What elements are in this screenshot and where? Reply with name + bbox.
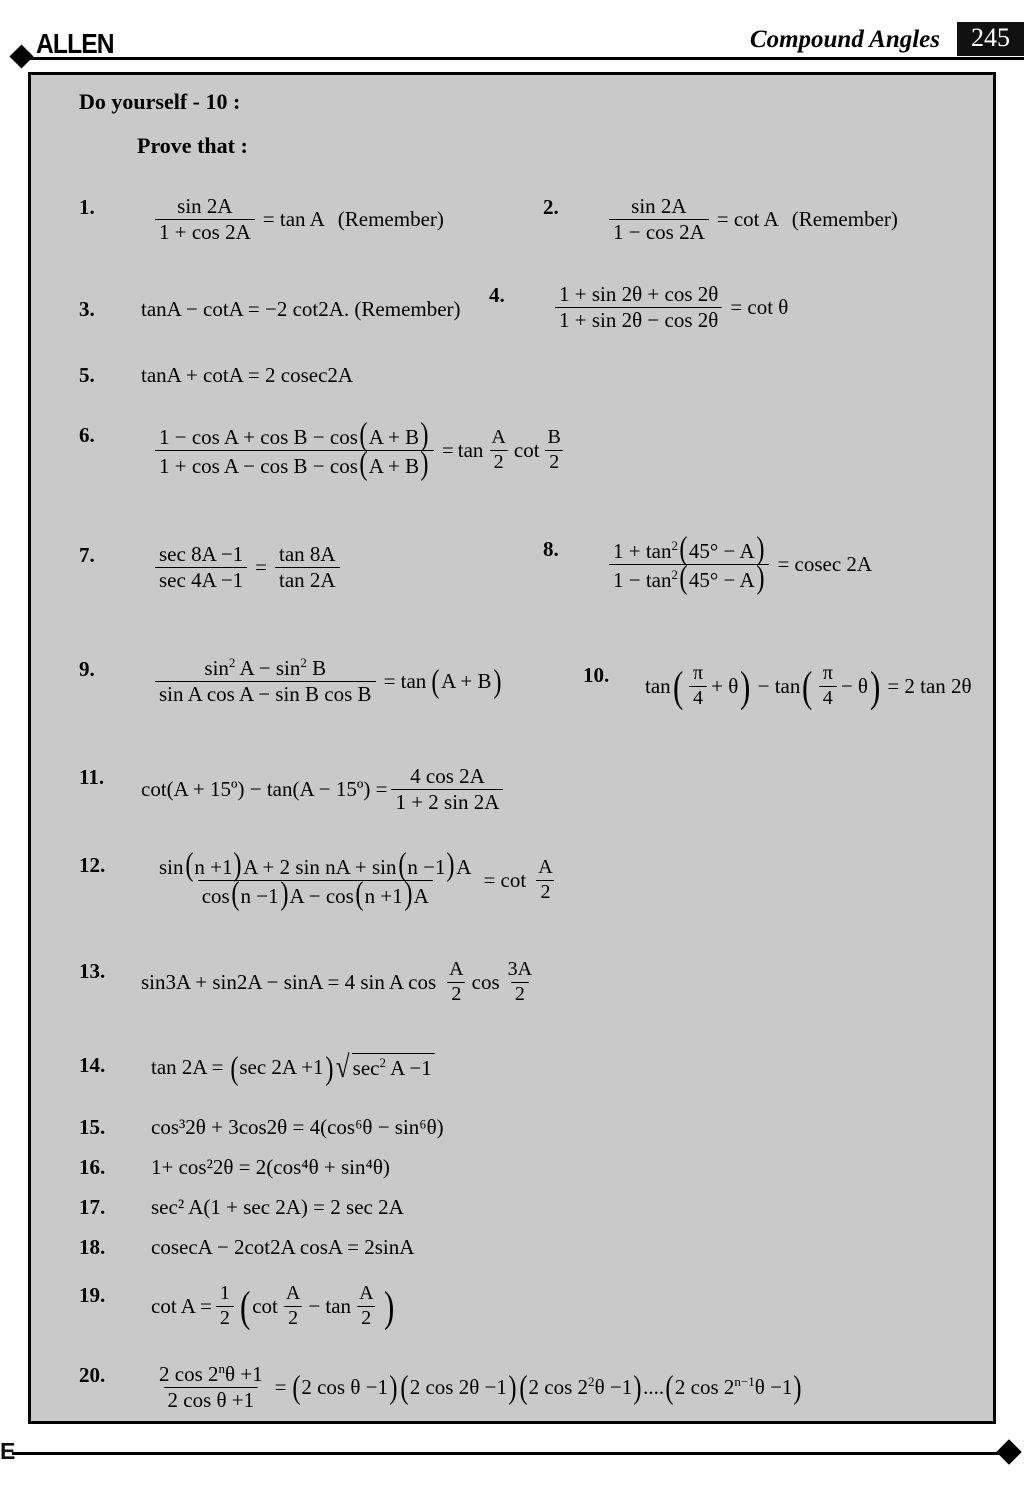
numerator: A xyxy=(285,1282,301,1304)
denominator: 4 xyxy=(819,686,837,710)
paren-close-icon: ) xyxy=(508,1369,517,1406)
numerator: A xyxy=(449,958,464,980)
page-header xyxy=(0,0,1024,72)
equals-2tan2theta: = 2 tan 2θ xyxy=(887,673,972,698)
numerator xyxy=(200,657,330,681)
radicand xyxy=(352,1053,435,1083)
problem-expression xyxy=(141,765,507,813)
mid-token: A + 2 sin nA + sin xyxy=(243,855,397,879)
problem-expression xyxy=(151,1049,435,1087)
denominator-text: 1 − tan xyxy=(613,567,672,592)
numerator xyxy=(155,847,475,883)
denominator: 1 + cos 2A xyxy=(155,219,255,244)
denominator: 4 xyxy=(689,686,707,710)
numerator xyxy=(609,531,769,567)
arg-45-minus-a: 45° − A xyxy=(688,539,755,563)
arg-45-minus-a: 45° − A xyxy=(688,567,755,592)
problem-expression xyxy=(151,1282,396,1332)
problem-number: 3. xyxy=(79,297,95,321)
end-token: B xyxy=(306,656,327,680)
square-root-expression xyxy=(334,1049,434,1084)
problem-number: 12. xyxy=(79,853,106,877)
lhs-text: tan 2A = xyxy=(151,1055,224,1080)
minus-tan: − tan xyxy=(757,673,801,698)
header-rule xyxy=(30,57,1024,60)
paren-open-icon: ( xyxy=(239,1284,251,1332)
radical-icon: √ xyxy=(336,1049,350,1084)
paren-close-icon: ) xyxy=(233,847,242,883)
problem-expression xyxy=(551,283,792,331)
paren-open-icon: ( xyxy=(184,847,194,883)
do-yourself-panel xyxy=(28,72,996,1424)
paren-close-icon: ) xyxy=(793,1369,802,1406)
numerator: A xyxy=(491,426,506,449)
denominator: tan 2A xyxy=(275,567,340,592)
numerator: 4 cos 2A xyxy=(410,764,485,788)
rhs-tan: tan xyxy=(457,437,484,462)
paren-close-icon: ) xyxy=(279,875,289,912)
cos-token: cos xyxy=(201,883,230,908)
numerator: A xyxy=(359,1282,374,1304)
problem-number: 14. xyxy=(79,1053,106,1077)
numerator: 1 xyxy=(219,1282,230,1304)
numerator-text: 1 − cos A + cos B − cos xyxy=(159,425,358,449)
footer-rule xyxy=(12,1452,1008,1455)
paren-close-icon: ) xyxy=(389,1369,398,1406)
diamond-bullet-icon xyxy=(9,44,33,68)
denominator: 2 xyxy=(357,1306,375,1330)
problem-number: 19. xyxy=(79,1283,106,1307)
problem-number: 10. xyxy=(583,663,610,687)
denominator: 2 xyxy=(216,1306,234,1330)
problem-expression xyxy=(645,662,972,712)
problem-number: 11. xyxy=(79,765,105,789)
exponent-2: 2 xyxy=(671,566,679,582)
problem-expression xyxy=(141,959,540,1005)
numerator: sin 2A xyxy=(631,194,687,218)
footer-left-glyph: E xyxy=(0,1438,16,1464)
denominator: sec 4A −1 xyxy=(155,567,247,592)
cos-token: cos xyxy=(471,969,500,994)
denominator xyxy=(198,875,433,912)
exponent-2: 2 xyxy=(588,1373,595,1389)
problem-expression xyxy=(605,195,898,243)
equals-cot-theta: = cot θ xyxy=(730,294,789,319)
factor-n xyxy=(675,1375,793,1400)
denominator: 2 xyxy=(545,450,563,474)
paren-open-icon: ( xyxy=(397,847,407,883)
paren-close-icon: ) xyxy=(420,417,429,453)
paren-close-icon: ) xyxy=(446,847,455,883)
problem-number: 7. xyxy=(79,543,95,567)
allen-logo: ALLEN xyxy=(36,28,114,59)
problem-expression: sec² A(1 + sec 2A) = 2 sec 2A xyxy=(151,1195,404,1219)
numerator: B xyxy=(547,426,561,449)
end-token: A −1 xyxy=(386,1056,432,1080)
mid-token: A − cos xyxy=(289,883,354,908)
cot-token: cot xyxy=(252,1293,278,1318)
paren-close-icon: ) xyxy=(492,663,502,700)
problem-number: 13. xyxy=(79,959,106,983)
problem-expression xyxy=(605,531,876,596)
numerator xyxy=(155,1363,267,1387)
factor-3-tail: θ −1 xyxy=(594,1374,633,1399)
denominator: 2 cos θ +1 xyxy=(164,1387,259,1412)
equals-cosec-2a: = cosec 2A xyxy=(777,551,873,576)
arg-a-plus-b: A + B xyxy=(368,453,420,478)
page-number-badge: 245 xyxy=(957,22,1024,56)
lhs-text: cot A = xyxy=(151,1293,212,1318)
denominator xyxy=(155,445,434,482)
paren-open-icon: ( xyxy=(431,663,440,700)
exponent-2: 2 xyxy=(300,655,307,670)
end-token: A xyxy=(456,855,472,879)
sec-token: sec xyxy=(352,1056,380,1080)
denominator: 2 xyxy=(447,982,465,1006)
exponent-2: 2 xyxy=(228,655,236,670)
paren-close-icon: ) xyxy=(633,1369,642,1406)
problem-expression xyxy=(151,1363,803,1411)
arg-n-plus-1: n +1 xyxy=(364,883,403,908)
paren-close-icon: ) xyxy=(740,664,751,712)
equals-tan: = tan xyxy=(383,668,427,693)
paren-open-icon: ( xyxy=(802,664,813,712)
denominator: 2 xyxy=(536,880,554,904)
factor-3 xyxy=(529,1375,633,1400)
problem-expression: tanA − cotA = −2 cot2A. (Remember) xyxy=(141,297,461,321)
problem-number: 2. xyxy=(543,195,559,219)
problem-number: 5. xyxy=(79,363,95,387)
arg-a-plus-b: A + B xyxy=(368,425,420,449)
denominator: 2 xyxy=(490,450,508,474)
problem-expression xyxy=(151,543,344,591)
numerator: π xyxy=(693,662,704,684)
numerator: 3A xyxy=(507,958,533,980)
mid-token: A − sin xyxy=(235,656,301,680)
numerator: sin 2A xyxy=(177,194,233,218)
end-token: A xyxy=(413,883,429,908)
paren-close-icon: ) xyxy=(383,1284,394,1332)
paren-open-icon: ( xyxy=(679,559,688,596)
problem-expression xyxy=(151,657,502,705)
numerator-text: 2 cos 2 xyxy=(159,1362,219,1386)
paren-content: sec 2A +1 xyxy=(239,1055,324,1080)
problem-number: 4. xyxy=(489,283,505,307)
paren-close-icon: ) xyxy=(324,1050,334,1087)
factor-2: 2 cos 2θ −1 xyxy=(409,1374,507,1399)
sin-token: sin xyxy=(159,855,184,879)
equals-cot-a: = cot A xyxy=(716,206,779,231)
arg-n-plus-1: n +1 xyxy=(194,855,233,879)
denominator: 1 − cos 2A xyxy=(609,219,709,244)
paren-open-icon: ( xyxy=(359,445,368,482)
numerator: A xyxy=(538,856,553,879)
numerator: 1 + sin 2θ + cos 2θ xyxy=(559,282,719,306)
numerator-text: 1 + tan xyxy=(613,539,672,563)
problem-expression xyxy=(151,195,444,243)
paren-close-icon: ) xyxy=(404,875,413,912)
problem-number: 9. xyxy=(79,657,95,681)
paren-close-icon: ) xyxy=(869,664,881,712)
paren-open-icon: ( xyxy=(355,875,364,912)
problem-number: 20. xyxy=(79,1363,106,1387)
paren-open-icon: ( xyxy=(679,531,688,567)
tan-token: tan xyxy=(645,673,671,698)
problem-expression: cos³2θ + 3cos2θ = 4(cos⁶θ − sin⁶θ) xyxy=(151,1115,444,1139)
problem-number: 18. xyxy=(79,1235,106,1259)
section-title: Do yourself - 10 : xyxy=(79,89,241,114)
paren-open-icon: ( xyxy=(519,1369,528,1406)
arg-a-plus-b: A + B xyxy=(441,668,492,693)
paren-open-icon: ( xyxy=(229,1050,239,1087)
denominator: 2 xyxy=(284,1306,302,1330)
lhs-text: cot(A + 15º) − tan(A − 15º) = xyxy=(141,776,388,801)
problem-expression xyxy=(151,847,561,912)
equals-sign: = xyxy=(441,437,454,462)
diamond-bullet-icon xyxy=(996,1439,1021,1464)
denominator: 1 + 2 sin 2A xyxy=(391,789,503,814)
problem-number: 1. xyxy=(79,195,95,219)
numerator: π xyxy=(822,662,833,684)
paren-open-icon: ( xyxy=(231,875,240,912)
minus-theta: − θ xyxy=(840,673,868,698)
paren-close-icon: ) xyxy=(755,531,765,567)
problem-expression: cosecA − 2cot2A cosA = 2sinA xyxy=(151,1235,415,1259)
problem-expression: tanA + cotA = 2 cosec2A xyxy=(141,363,354,387)
equals-sign: = xyxy=(274,1374,287,1399)
ellipsis: .... xyxy=(643,1374,665,1399)
equals-cot: = cot xyxy=(483,867,527,892)
numerator: sec 8A −1 xyxy=(159,542,244,566)
exponent-n: n xyxy=(218,1361,226,1376)
paren-open-icon: ( xyxy=(672,664,683,712)
paren-open-icon: ( xyxy=(359,417,368,453)
equals-tan-a: = tan A xyxy=(262,206,325,231)
paren-open-icon: ( xyxy=(400,1369,409,1406)
paren-close-icon: ) xyxy=(755,559,765,596)
problem-expression: 1+ cos²2θ = 2(cos⁴θ + sin⁴θ) xyxy=(151,1155,390,1179)
minus-tan: − tan xyxy=(308,1293,352,1318)
denominator-text: 1 + cos A − cos B − cos xyxy=(159,453,358,478)
problem-number: 17. xyxy=(79,1195,106,1219)
numerator xyxy=(155,417,434,453)
factor-3-head: 2 cos 2 xyxy=(528,1374,589,1399)
arg-n-minus-1: n −1 xyxy=(407,855,446,879)
remember-note: (Remember) xyxy=(791,206,898,231)
paren-open-icon: ( xyxy=(291,1369,301,1406)
rhs-cot: cot xyxy=(513,437,540,462)
exponent-2: 2 xyxy=(671,538,679,553)
factor-n-head: 2 cos 2 xyxy=(674,1374,735,1399)
denominator: sin A cos A − sin B cos B xyxy=(155,681,376,706)
plus-theta: + θ xyxy=(711,673,739,698)
problem-number: 6. xyxy=(79,423,95,447)
denominator: 2 xyxy=(511,982,529,1006)
arg-n-minus-1: n −1 xyxy=(240,883,279,908)
factor-1: 2 cos θ −1 xyxy=(301,1374,389,1399)
factor-n-tail: θ −1 xyxy=(754,1374,793,1399)
numerator-end: θ +1 xyxy=(225,1362,263,1386)
lhs-text: sin3A + sin2A − sinA = 4 sin A cos xyxy=(141,969,437,994)
paren-open-icon: ( xyxy=(665,1369,674,1406)
denominator: 1 + sin 2θ − cos 2θ xyxy=(555,307,722,332)
remember-note: (Remember) xyxy=(337,206,444,231)
paren-close-icon: ) xyxy=(420,445,429,482)
equals-sign: = xyxy=(255,554,268,579)
problem-number: 8. xyxy=(543,537,559,561)
chapter-title: Compound Angles xyxy=(749,26,940,53)
problem-number: 15. xyxy=(79,1115,106,1139)
denominator xyxy=(609,559,769,596)
sin-token: sin xyxy=(204,656,229,680)
exponent-2: 2 xyxy=(379,1055,387,1070)
problem-number: 16. xyxy=(79,1155,106,1179)
numerator: tan 8A xyxy=(279,542,336,566)
instruction-label: Prove that : xyxy=(137,133,248,158)
exponent-n-minus-1: n−1 xyxy=(734,1373,755,1389)
problem-expression xyxy=(151,417,569,482)
